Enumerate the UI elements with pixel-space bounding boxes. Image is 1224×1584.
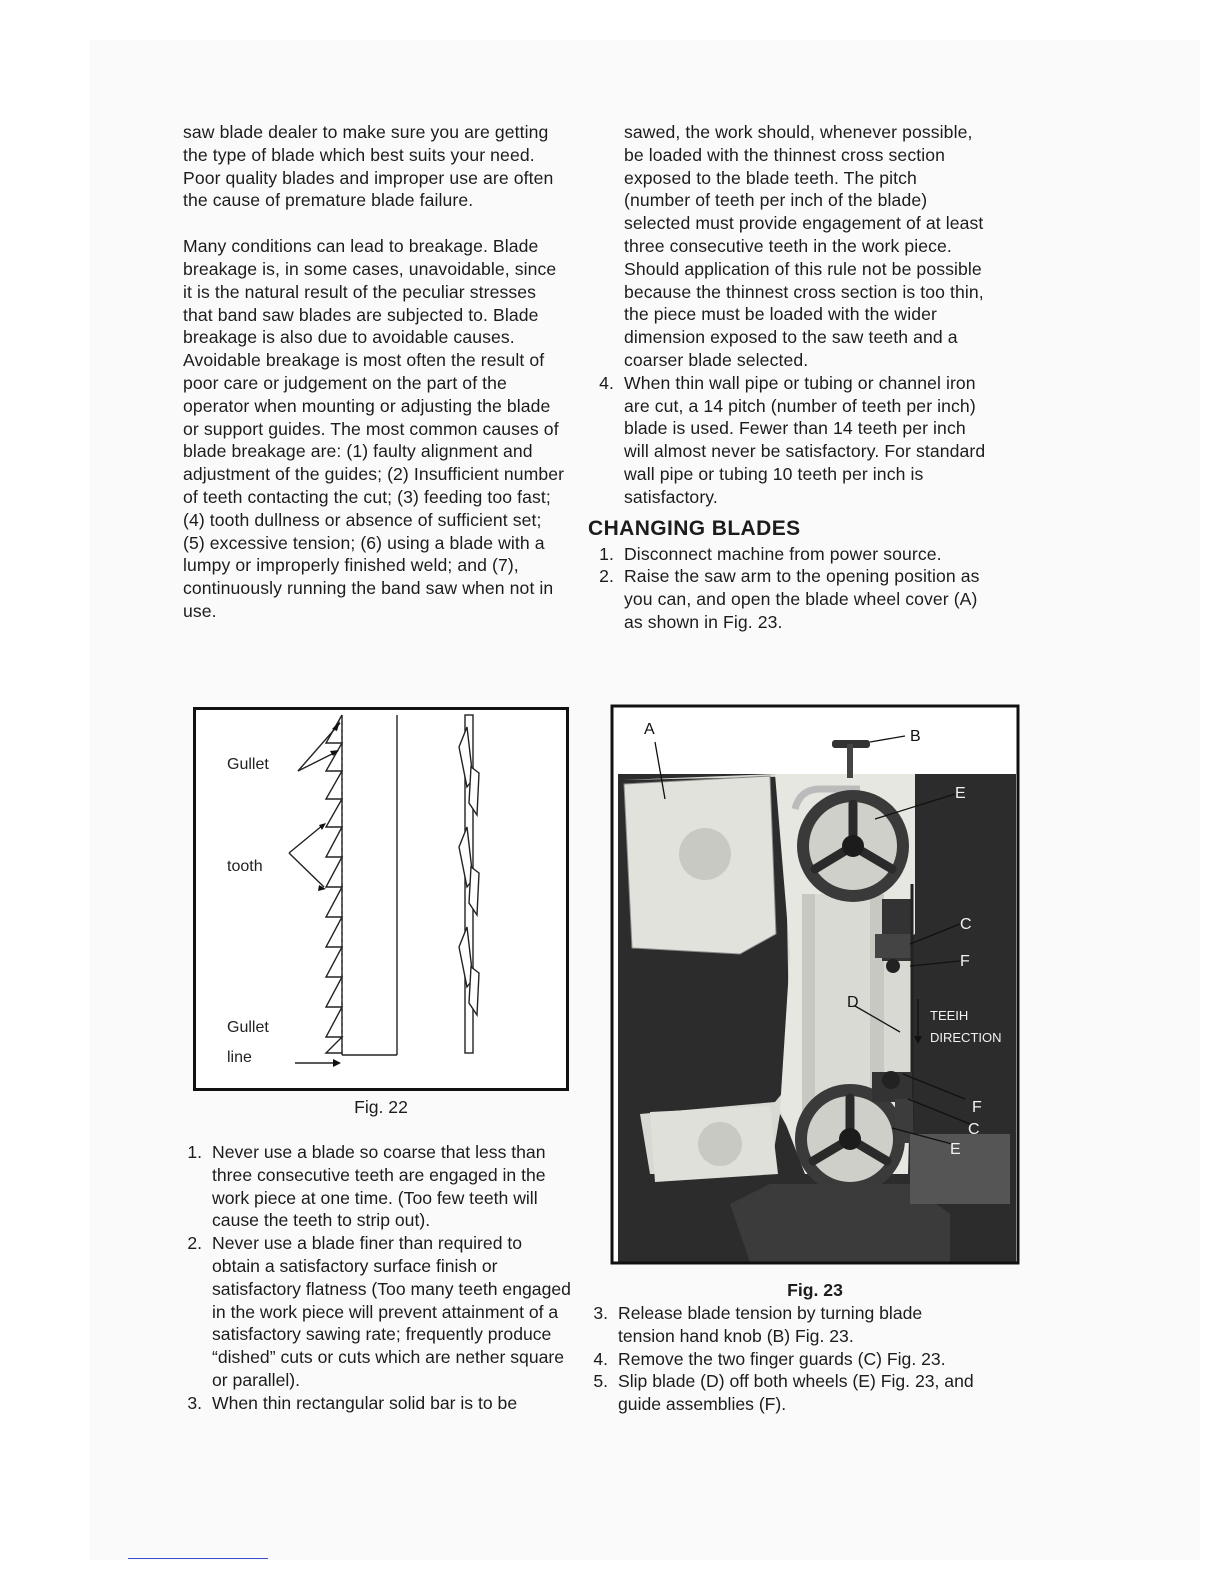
label-f-top: F — [960, 953, 970, 970]
label-direction: DIRECTION — [930, 1030, 1002, 1045]
intro-paragraph: saw blade dealer to make sure you are getting the type of blade which best suits your need. Poor quality blades and improper use are often the cause of premature blade failure. — [183, 122, 554, 211]
label-e-top: E — [955, 785, 966, 802]
label-gullet-top: Gullet — [227, 756, 269, 773]
list-item: 3. Release blade tension by turning blade tension hand knob (B) Fig. 23. — [593, 1303, 923, 1346]
fig22-caption: Fig. 22 — [354, 1097, 408, 1117]
fig23-photo — [610, 704, 1020, 1265]
changing-blades-steps — [582, 1302, 982, 1416]
label-b: B — [910, 728, 921, 745]
list-item — [588, 121, 988, 372]
label-d: D — [847, 994, 859, 1011]
list-item: 5. Slip blade (D) off both wheels (E) Fig. 23, and guide assemblies (F). — [593, 1371, 974, 1415]
changing-blades-heading: CHANGING BLADES — [588, 516, 801, 540]
list-item: 1. Disconnect machine from power source. — [599, 543, 942, 564]
list-item: 1. Never use a blade so coarse that less than three consecutive teeth are engaged in the work piece at one time. (Too few teeth will cause the teeth to strip out). — [187, 1142, 546, 1231]
label-teeth: TEEIH — [930, 1008, 969, 1023]
fig22-diagram — [193, 707, 569, 1091]
footer-rule — [128, 1558, 268, 1559]
right-column — [588, 121, 988, 634]
fig23-caption: Fig. 23 — [787, 1280, 843, 1300]
left-column — [183, 121, 568, 623]
continuation-text: sawed, the work should, whenever possible, be loaded with the thinnest cross section exposed to the blade teeth. The pitch (number of teeth per inch of the blade) selected must provide engagement of at least three consecutive teeth in the work piece. Should application of this rule not be possible because the thinnest cross section is too thin, the piece must be loaded with the wider dimension exposed to the saw teeth and a coarser blade selected. — [624, 122, 984, 370]
label-a: A — [644, 721, 655, 738]
label-c-bottom: C — [968, 1121, 980, 1138]
label-tooth: tooth — [227, 858, 263, 875]
breakage-paragraph: Many conditions can lead to breakage. Blade breakage is, in some cases, unavoidable, since it is the natural result of the peculiar stresses that band saw blades are subjected to. Blade breakage is also due to avoidable causes. Avoidable breakage is most often the result of poor care or judgement on the part of the operator when mounting or adjusting the blade or support guides. The most common causes of blade breakage are: (1) faulty alignment and adjustment of the guides; (2) Insufficient number of teeth contacting the cut; (3) feeding too fast; (4) tooth dullness or absence of sufficient set; (5) excessive tension; (6) using a blade with a lumpy or improperly finished weld; and (7), continuously running the band saw when not in use. — [183, 236, 565, 621]
list-item: 4. Remove the two finger guards (C) Fig. 23. — [593, 1348, 946, 1369]
list-item: 3. When thin rectangular solid bar is to be — [187, 1392, 518, 1413]
label-gullet-bottom: Gullet — [227, 1019, 269, 1036]
label-line: line — [227, 1049, 252, 1066]
list-item: 2. Raise the saw arm to the opening position as you can, and open the blade wheel cover (A) as shown in Fig. 23. — [599, 566, 980, 632]
blade-selection-list — [176, 1141, 571, 1415]
label-e-bottom: E — [950, 1141, 961, 1158]
label-f-bottom: F — [972, 1099, 982, 1116]
label-c-top: C — [960, 916, 972, 933]
list-item: 4. When thin wall pipe or tubing or channel iron are cut, a 14 pitch (number of teeth per inch) blade is used. Fewer than 14 teeth per inch will almost never be satisfactory. For standard wall pipe or tubing 10 teeth per inch is satisfactory. — [599, 372, 986, 507]
list-item: 2. Never use a blade finer than required to obtain a satisfactory surface finish or satisfactory flatness (Too many teeth engaged in the work piece will prevent attainment of a satisfactory sawing rate; frequently produce “dished” cuts or cuts which are nether square or parallel). — [187, 1233, 571, 1390]
